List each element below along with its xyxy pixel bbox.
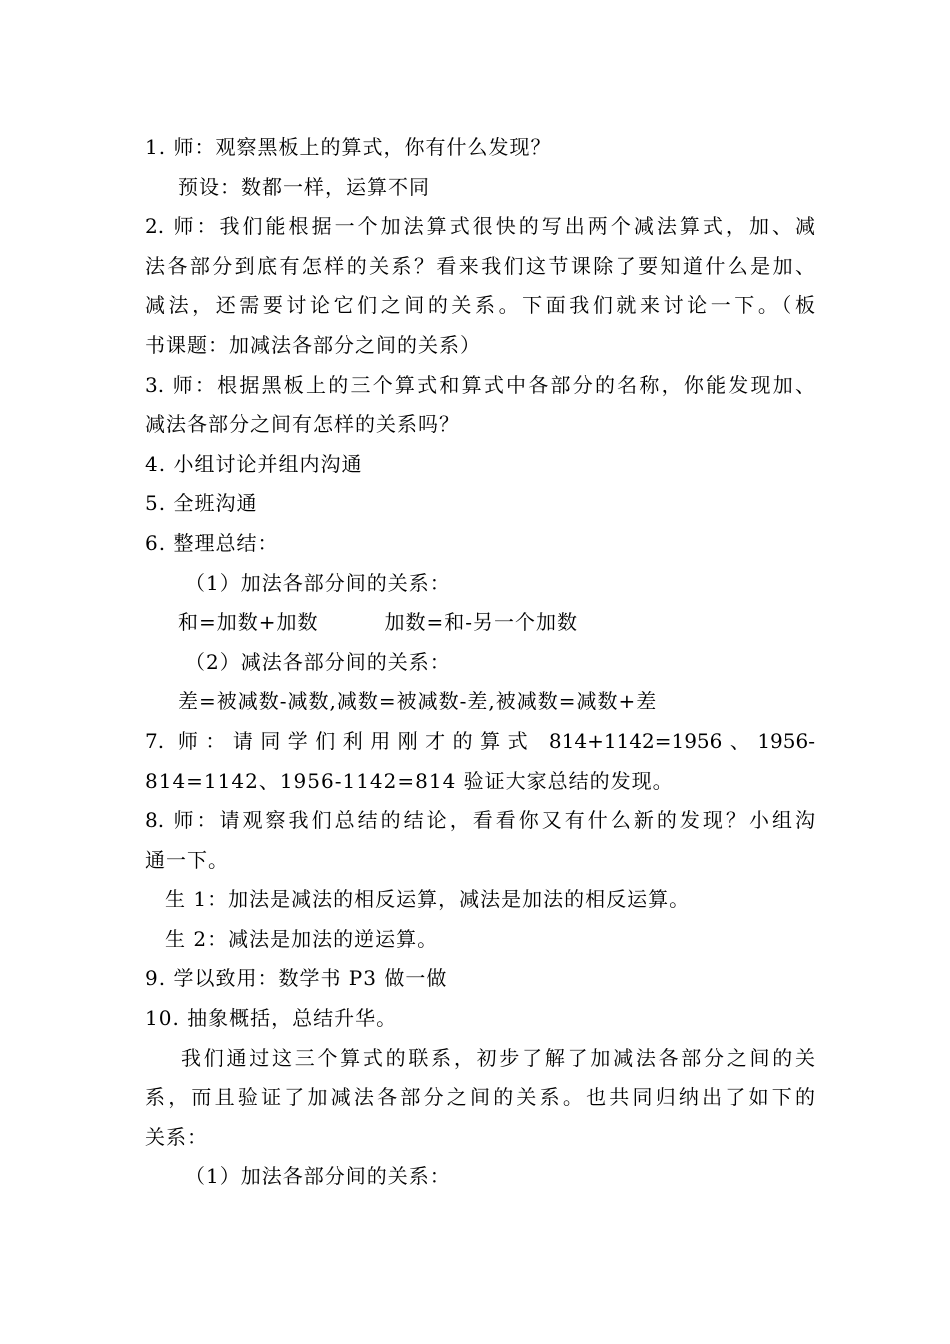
item-8-line-1: 8. 师：请观察我们总结的结论，看看你又有什么新的发现？小组沟 <box>145 808 815 833</box>
item-2-line-4: 书课题：加减法各部分之间的关系） <box>145 332 481 357</box>
addition-relation-heading: （1）加法各部分间的关系： <box>185 570 451 595</box>
item-4: 4. 小组讨论并组内沟通 <box>145 451 363 476</box>
item-1: 1. 师：观察黑板上的算式，你有什么发现？ <box>145 135 552 159</box>
item-3-line-1: 3. 师：根据黑板上的三个算式和算式中各部分的名称，你能发现加、 <box>145 372 815 397</box>
item-2-line-3: 减法，还需要讨论它们之间的关系。下面我们就来讨论一下。（板 <box>145 293 815 318</box>
item-5: 5. 全班沟通 <box>145 491 258 516</box>
item-9: 9. 学以致用：数学书 P3 做一做 <box>145 966 448 991</box>
item-7-line-1: 7. 师：请同学们利用刚才的算式 814+1142=1956、1956- <box>145 728 815 753</box>
item-2-line-1: 2. 师：我们能根据一个加法算式很快的写出两个减法算式，加、减 <box>145 214 815 239</box>
document-body <box>145 128 815 1197</box>
item-6: 6. 整理总结： <box>145 530 279 555</box>
summary-line-2: 系，而且验证了加减法各部分之间的关系。也共同归纳出了如下的 <box>145 1085 815 1110</box>
preset-line: 预设：数都一样，运算不同 <box>178 174 430 199</box>
student-2-answer: 生 2：减法是加法的逆运算。 <box>165 926 439 951</box>
subtraction-relation-heading: （2）减法各部分间的关系： <box>185 649 451 674</box>
item-3-line-2: 减法各部分之间有怎样的关系吗？ <box>145 412 460 437</box>
addition-formulas <box>145 603 815 643</box>
summary-addition-heading: （1）加法各部分间的关系： <box>185 1164 451 1189</box>
item-7-line-2: 814=1142、1956-1142=814 验证大家总结的发现。 <box>145 768 674 793</box>
summary-line-3: 关系： <box>145 1124 208 1149</box>
item-10: 10. 抽象概括，总结升华。 <box>145 1006 398 1031</box>
item-2-line-2: 法各部分到底有怎样的关系？看来我们这节课除了要知道什么是加、 <box>145 253 815 278</box>
student-1-answer: 生 1：加法是减法的相反运算，减法是加法的相反运算。 <box>165 887 691 912</box>
summary-line-1: 我们通过这三个算式的联系，初步了解了加减法各部分之间的关 <box>181 1045 815 1070</box>
addition-formula-sum: 和=加数+加数 <box>178 610 319 635</box>
addition-formula-addend: 加数=和-另一个加数 <box>384 610 579 635</box>
item-8-line-2: 通一下。 <box>145 847 229 872</box>
subtraction-formulas: 差=被减数-减数,减数=被减数-差,被减数=减数+差 <box>178 689 658 714</box>
